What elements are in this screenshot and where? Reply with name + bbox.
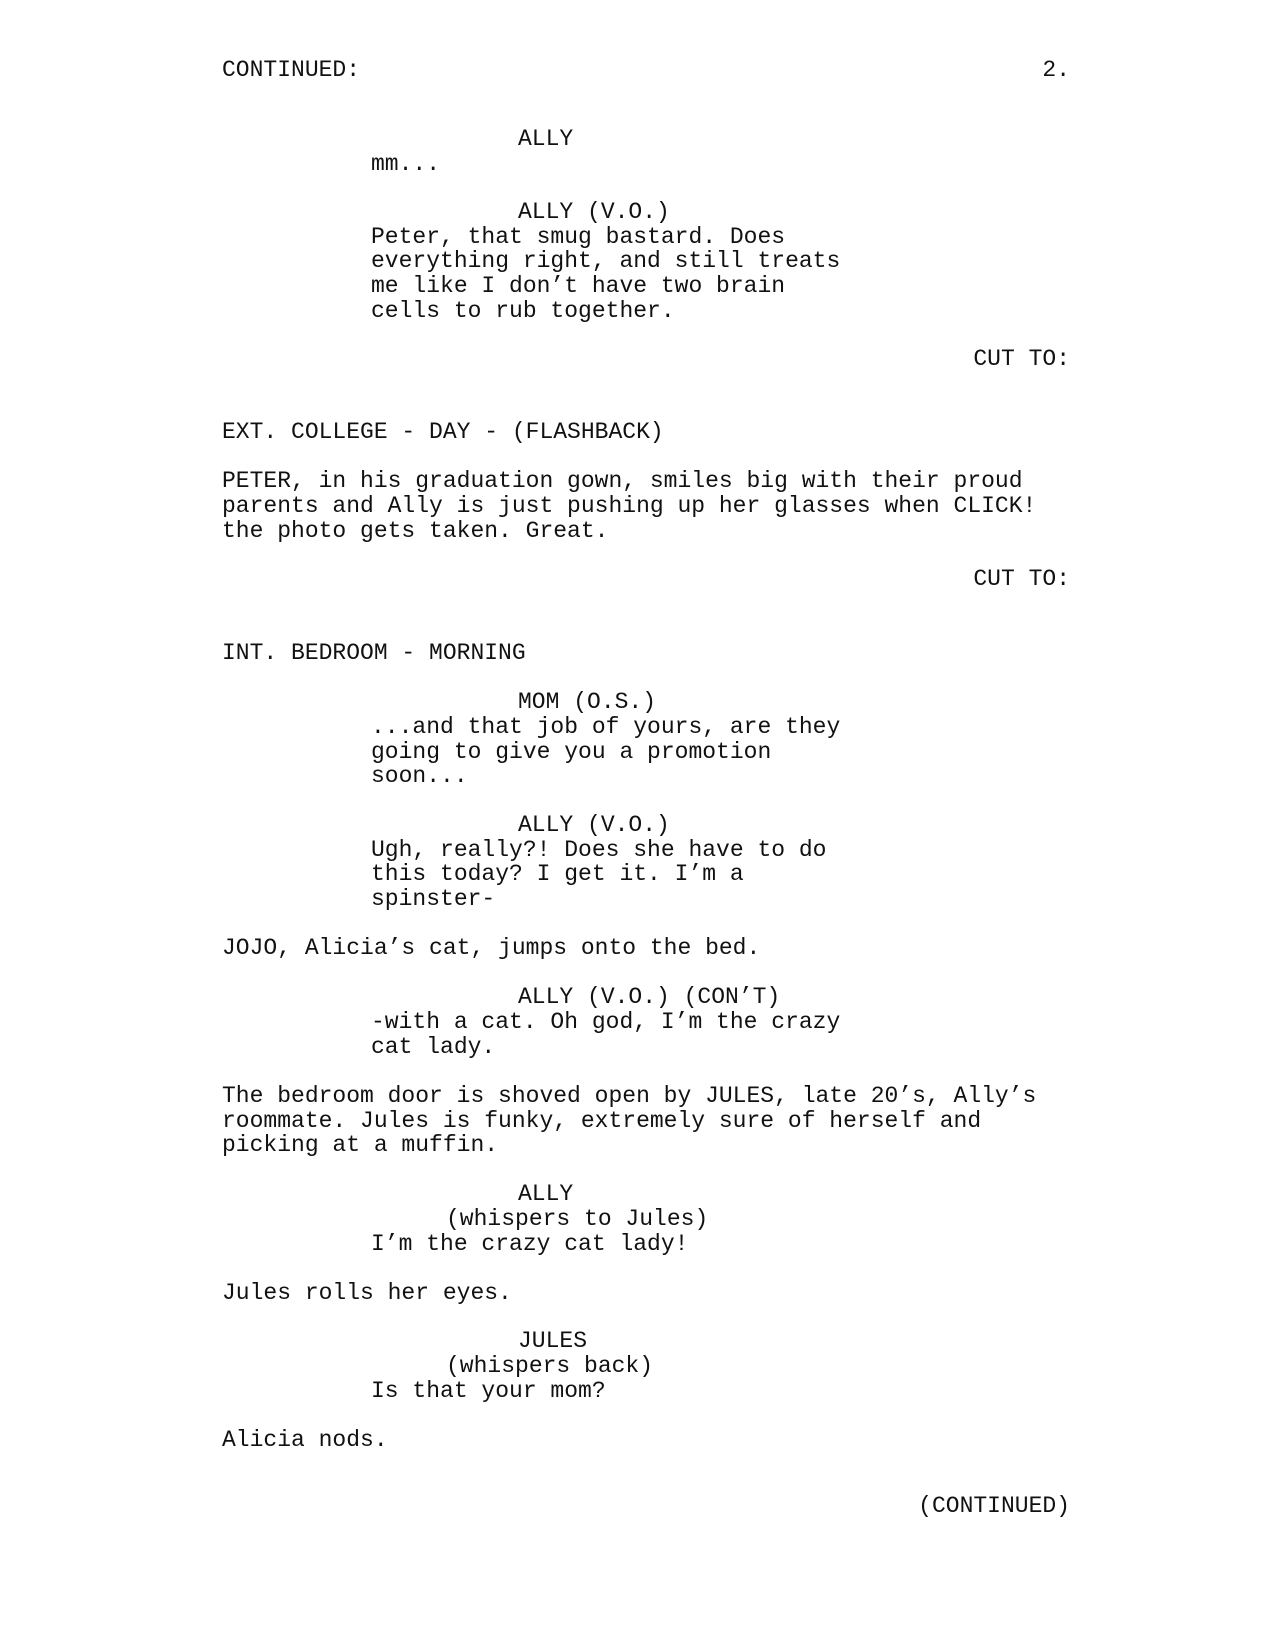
parenthetical: (whispers to Jules) xyxy=(446,1206,709,1232)
dialogue-line: Is that your mom? xyxy=(371,1378,606,1404)
dialogue-line: I’m the crazy cat lady! xyxy=(371,1231,689,1257)
action-line: JOJO, Alicia’s cat, jumps onto the bed. xyxy=(222,935,761,961)
dialogue-line: cat lady. xyxy=(371,1034,496,1060)
dialogue-line: spinster- xyxy=(371,886,496,912)
dialogue-line: Peter, that smug bastard. Does xyxy=(371,224,786,250)
character-name: ALLY (V.O.) xyxy=(518,812,670,838)
character-name: MOM (O.S.) xyxy=(518,689,657,715)
character-name: ALLY xyxy=(518,126,574,152)
dialogue-line: this today? I get it. I’m a xyxy=(371,861,744,887)
dialogue-line: soon... xyxy=(371,763,468,789)
action-line: parents and Ally is just pushing up her glasses when CLICK! xyxy=(222,493,1037,519)
continued-footer: (CONTINUED) xyxy=(918,1493,1070,1519)
character-name: ALLY xyxy=(518,1181,574,1207)
dialogue-line: Ugh, really?! Does she have to do xyxy=(371,837,827,863)
continued-header: CONTINUED: xyxy=(222,57,361,83)
transition: CUT TO: xyxy=(973,566,1070,592)
action-line: The bedroom door is shoved open by JULES, late 20’s, Ally’s xyxy=(222,1083,1037,1109)
transition: CUT TO: xyxy=(973,346,1070,372)
dialogue-line: cells to rub together. xyxy=(371,298,675,324)
action-line: the photo gets taken. Great. xyxy=(222,518,609,544)
action-line: picking at a muffin. xyxy=(222,1132,499,1158)
dialogue-line: mm... xyxy=(371,151,441,177)
dialogue-line: me like I don’t have two brain xyxy=(371,273,786,299)
action-line: Jules rolls her eyes. xyxy=(222,1280,512,1306)
action-line: PETER, in his graduation gown, smiles big with their proud xyxy=(222,468,1023,494)
scene-heading: EXT. COLLEGE - DAY - (FLASHBACK) xyxy=(222,419,664,445)
dialogue-line: going to give you a promotion xyxy=(371,739,772,765)
dialogue-line: ...and that job of yours, are they xyxy=(371,714,841,740)
scene-heading: INT. BEDROOM - MORNING xyxy=(222,640,526,666)
character-name: JULES xyxy=(518,1328,588,1354)
character-name: ALLY (V.O.) xyxy=(518,199,670,225)
action-line: roommate. Jules is funky, extremely sure of herself and xyxy=(222,1108,982,1134)
dialogue-line: -with a cat. Oh god, I’m the crazy xyxy=(371,1009,841,1035)
parenthetical: (whispers back) xyxy=(446,1353,654,1379)
action-line: Alicia nods. xyxy=(222,1427,388,1453)
character-name: ALLY (V.O.) (CON’T) xyxy=(518,984,781,1010)
dialogue-line: everything right, and still treats xyxy=(371,248,841,274)
page-number: 2. xyxy=(1042,57,1070,83)
